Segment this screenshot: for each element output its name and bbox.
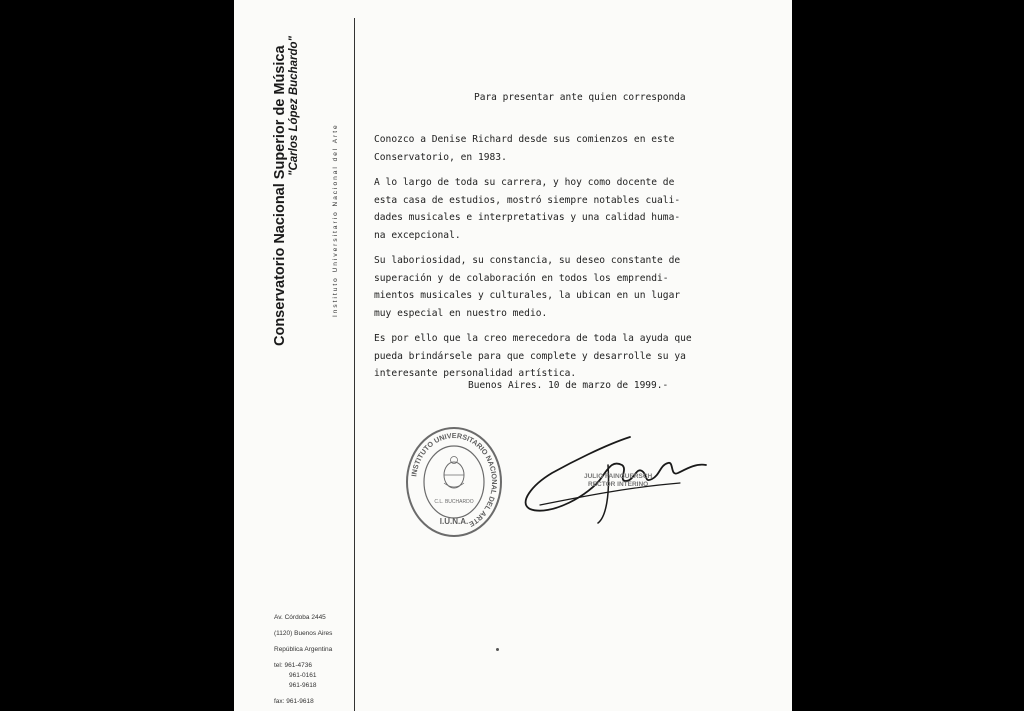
coat-of-arms-icon	[444, 457, 464, 489]
address-tel-1: tel: 961-4736	[274, 662, 312, 669]
signatory-block	[584, 473, 652, 489]
paragraph-2: A lo largo de toda su carrera, y hoy como docente de esta casa de estudios, mostró siempre notables cuali- dades musicales e interpretativas y una calidad huma- na excepcional.	[374, 177, 681, 241]
letter-body	[374, 131, 752, 391]
signatory-title: RECTOR INTERINO	[588, 481, 649, 488]
address-block	[274, 613, 332, 707]
svg-text:I.U.N.A.: I.U.N.A.	[439, 517, 469, 526]
paper-speck	[496, 648, 499, 651]
institution-subtitle: "Carlos López Buchardo"	[288, 36, 300, 176]
address-tel-2: 961-0161	[289, 672, 317, 679]
official-stamp	[404, 425, 504, 540]
paragraph-3: Su laboriosidad, su constancia, su deseo constante de superación y de colaboración en todos los emprendi- mientos musicales y culturales, la ubican en un lugar muy especial en nuestro medio.	[374, 255, 681, 319]
address-street: Av. Córdoba 2445	[274, 614, 326, 621]
svg-text:C.L. BUCHARDO: C.L. BUCHARDO	[434, 499, 474, 505]
letter-heading: Para presentar ante quien corresponda	[474, 92, 686, 103]
paragraph-1: Conozco a Denise Richard desde sus comienzos en este Conservatorio, en 1983.	[374, 134, 675, 163]
paragraph-4: Es por ello que la creo merecedora de toda la ayuda que pueda brindársele para que complete y desarrolle su ya interesante personalidad artística.	[374, 333, 692, 379]
address-fax: fax: 961-9618	[274, 698, 314, 705]
svg-text:INSTITUTO UNIVERSITARIO NACION: INSTITUTO UNIVERSITARIO NACIONAL DEL ARTE	[409, 430, 500, 529]
address-country: República Argentina	[274, 646, 333, 653]
address-city: (1120) Buenos Aires	[274, 630, 333, 637]
letter-page	[234, 0, 792, 711]
institution-name: Conservatorio Nacional Superior de Música	[272, 45, 288, 346]
signatory-name: JULIO FAINGUERSCH	[584, 473, 653, 480]
address-tel-3: 961-9618	[289, 682, 317, 689]
dateline: Buenos Aires. 10 de marzo de 1999.-	[468, 380, 669, 391]
vertical-divider	[354, 18, 355, 711]
university-name: Instituto Universitario Nacional del Arte	[332, 123, 339, 317]
